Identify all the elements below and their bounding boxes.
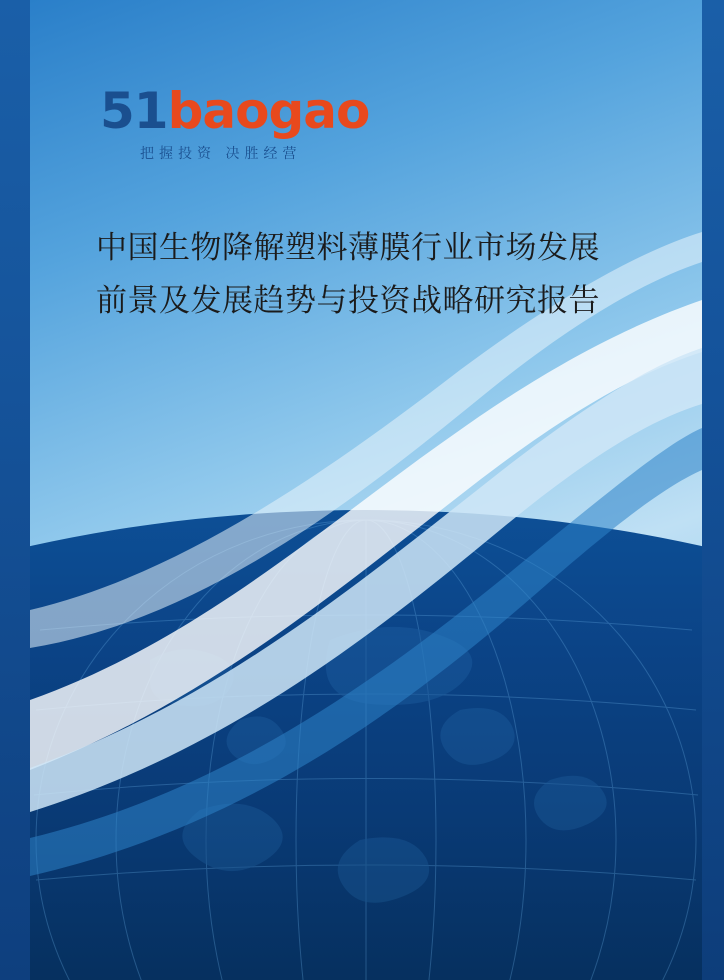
page-title — [96, 222, 676, 328]
logo — [100, 82, 370, 171]
logo-name: baogao — [167, 82, 370, 140]
title-line-1: 中国生物降解塑料薄膜行业市场发展 — [96, 230, 600, 266]
logo-tagline: 把握投资 决胜经营 — [140, 146, 302, 162]
right-edge-strip — [702, 0, 724, 980]
cover-background-panel — [30, 0, 702, 980]
title-line-2: 前景及发展趋势与投资战略研究报告 — [96, 283, 600, 319]
logo-wordmark — [100, 82, 370, 140]
logo-mark: 51 — [100, 82, 168, 140]
left-edge-strip — [0, 0, 30, 980]
